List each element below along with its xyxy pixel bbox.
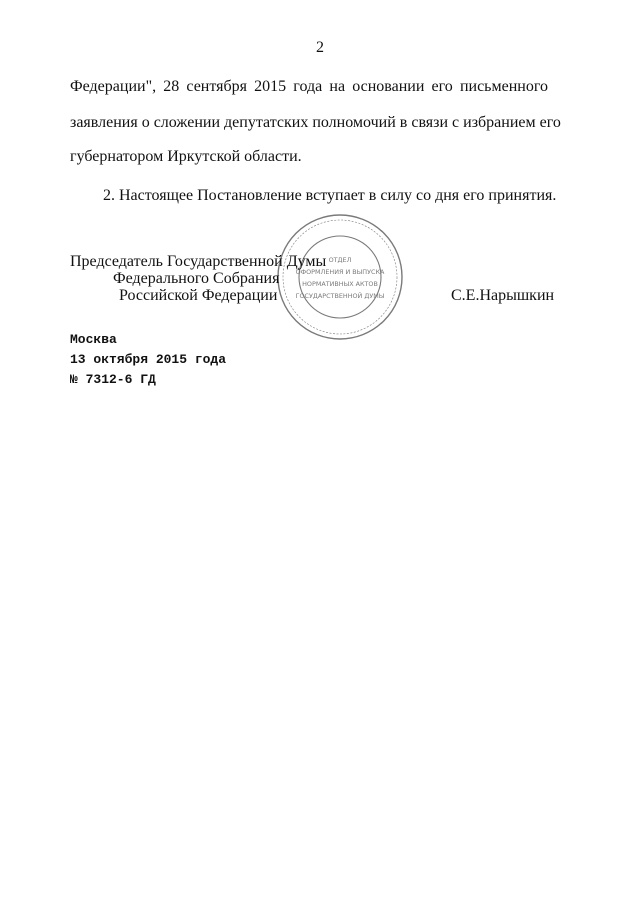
signer-name: С.Е.Нарышкин: [451, 287, 555, 304]
city: Москва: [70, 332, 117, 347]
stamp-line-2: ОФОРМЛЕНИЯ И ВЫПУСКА: [295, 268, 385, 276]
signature-title-line-3: Российской Федерации: [119, 287, 278, 304]
document-date: 13 октября 2015 года: [70, 352, 227, 367]
signature-title-line-2: Федерального Собрания: [113, 270, 280, 287]
page-number: 2: [316, 39, 324, 56]
stamp-line-3: НОРМАТИВНЫХ АКТОВ: [302, 280, 378, 288]
stamp-line-1: ОТДЕЛ: [328, 256, 352, 264]
paragraph-line-1: Федерации", 28 сентября 2015 года на основании его письменного: [70, 78, 548, 95]
document-number: № 7312-6 ГД: [70, 372, 156, 387]
official-stamp: [275, 212, 405, 342]
paragraph-line-3: губернатором Иркутской области.: [70, 148, 302, 165]
stamp-seal-graphic: [275, 212, 405, 342]
stamp-line-4: ГОСУДАРСТВЕННОЙ ДУМЫ: [295, 292, 385, 300]
paragraph-line-2: заявления о сложении депутатских полномочий в связи с избранием его: [70, 114, 561, 131]
effective-clause: 2. Настоящее Постановление вступает в силу со дня его принятия.: [103, 187, 557, 204]
signature-title-line-1: Председатель Государственной Думы: [70, 253, 327, 270]
